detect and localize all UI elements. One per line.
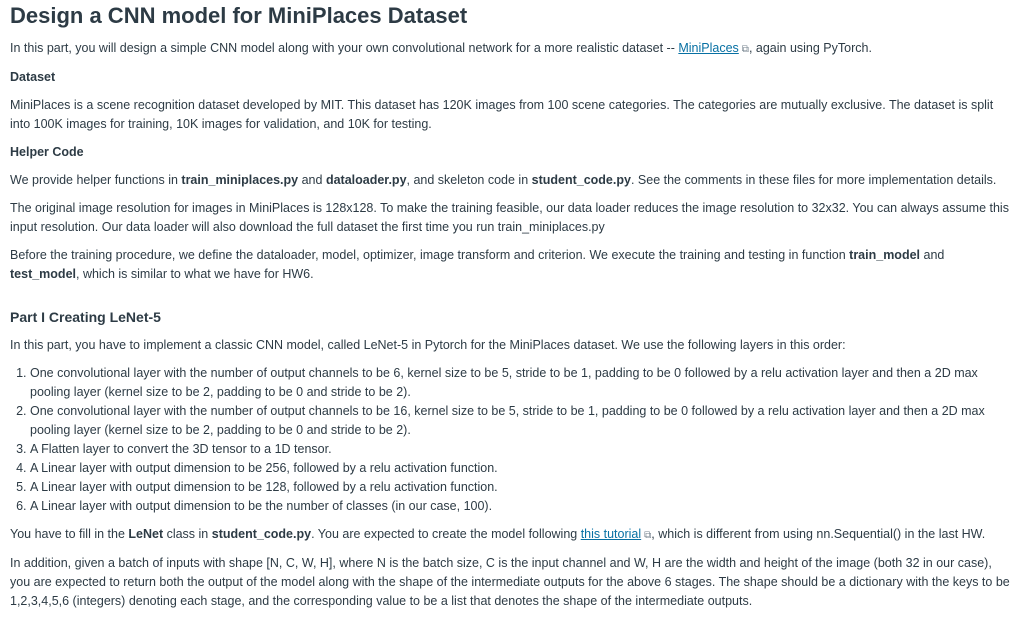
external-link-icon: ⧉	[644, 530, 652, 541]
filename-train-miniplaces: train_miniplaces.py	[181, 173, 299, 187]
text: You have to fill in the	[10, 527, 129, 541]
text: class in	[163, 527, 212, 541]
filename-dataloader: dataloader.py	[325, 173, 407, 187]
part1-heading: Part I Creating LeNet-5	[10, 309, 161, 325]
function-test-model: test_model	[10, 267, 76, 281]
text: , and skeleton code in	[406, 173, 532, 187]
dataset-paragraph: MiniPlaces is a scene recognition dataset developed by MIT. This dataset has 120K images from 100 scene categories. The categories are mutually exclusive. The dataset is split into 100K images for training, 10K images for validation, and 10K for testing.	[10, 98, 994, 131]
intro-text-end: , again using PyTorch.	[748, 41, 872, 55]
helper-paragraph-1	[10, 171, 1014, 190]
list-item: 3. A Flatten layer to convert the 3D tensor to a 1D tensor.	[30, 440, 1014, 459]
text: . You are expected to create the model following	[311, 527, 581, 541]
text: and	[920, 248, 945, 262]
part1-intro: In this part, you have to implement a classic CNN model, called LeNet-5 in Pytorch for the MiniPlaces dataset. We use the following layers in this order:	[10, 338, 846, 352]
filename-student-code: student_code.py	[531, 173, 631, 187]
dataset-heading: Dataset	[10, 70, 56, 84]
filename-student-code: student_code.py	[211, 527, 312, 541]
list-item: 2. One convolutional layer with the number of output channels to be 16, kernel size to be 5, stride to be 1, padding to be 0 followed by a relu activation layer and then a 2D max pooling layer (kernel size to be 2, padding to be 0 and stride to be 2).	[30, 402, 1014, 440]
text: and	[298, 173, 326, 187]
text: , which is similar to what we have for HW6.	[76, 267, 314, 281]
list-item: 4. A Linear layer with output dimension to be 256, followed by a relu activation function.	[30, 459, 1014, 478]
intro-paragraph	[10, 39, 1014, 59]
helper-paragraph-3	[10, 246, 1014, 284]
tutorial-link[interactable]: this tutorial	[580, 527, 642, 541]
helper-code-heading: Helper Code	[10, 145, 84, 159]
text: , which is different from using nn.Sequential() in the last HW.	[651, 527, 986, 541]
class-lenet: LeNet	[128, 527, 164, 541]
text: Before the training procedure, we define the dataloader, model, optimizer, image transform and criterion. We execute the training and testing in function	[10, 248, 850, 262]
layer-list	[10, 364, 1014, 516]
page-title: Design a CNN model for MiniPlaces Dataset	[10, 3, 468, 28]
miniplaces-link[interactable]: MiniPlaces	[678, 41, 739, 55]
fill-lenet-paragraph	[10, 525, 1014, 545]
text: We provide helper functions in	[10, 173, 182, 187]
list-item: 6. A Linear layer with output dimension to be the number of classes (in our case, 100).	[30, 497, 1014, 516]
intro-text: In this part, you will design a simple CNN model along with your own convolutional network for a more realistic dataset --	[10, 41, 679, 55]
function-train-model: train_model	[849, 248, 921, 262]
external-link-icon: ⧉	[741, 44, 749, 55]
helper-paragraph-2: The original image resolution for images in MiniPlaces is 128x128. To make the training feasible, our data loader reduces the image resolution to 32x32. You can always assume this input resolution. Our data loader will also download the full dataset the first time you run train_miniplaces.py	[10, 201, 1009, 234]
page-content	[0, 3, 1024, 611]
list-item: 1. One convolutional layer with the number of output channels to be 6, kernel size to be 5, stride to be 1, padding to be 0 followed by a relu activation layer and then a 2D max pooling layer (kernel size to be 2, padding to be 0 and stride to be 2).	[30, 364, 1014, 402]
addition-paragraph: In addition, given a batch of inputs with shape [N, C, W, H], where N is the batch size, C is the input channel and W, H are the width and height of the image (both 32 in our case), you are expected to return both the output of the model along with the shape of the intermediate outputs for the above 6 stages. The shape should be a dictionary with the keys to be 1,2,3,4,5,6 (integers) denoting each stage, and the corresponding value to be a list that denotes the shape of the intermediate outputs.	[10, 556, 1010, 608]
text: . See the comments in these files for more implementation details.	[630, 173, 997, 187]
list-item: 5. A Linear layer with output dimension to be 128, followed by a relu activation function.	[30, 478, 1014, 497]
